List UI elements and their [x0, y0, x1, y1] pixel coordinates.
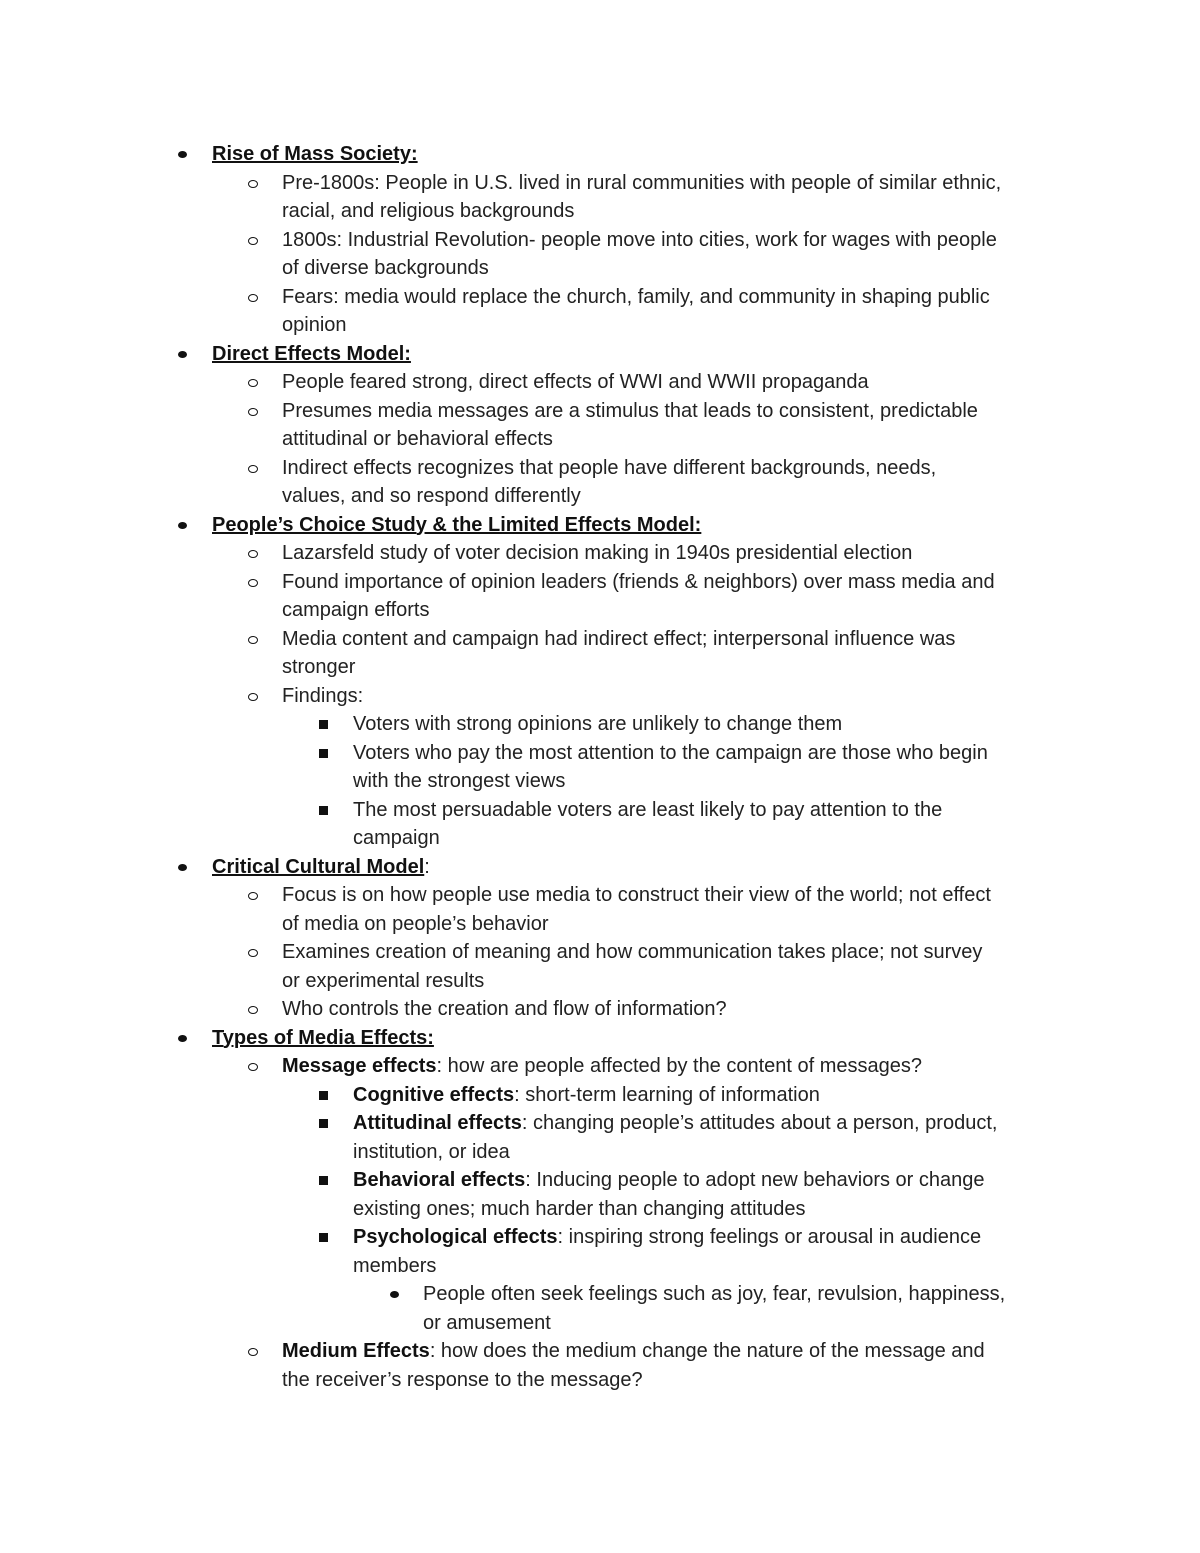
list-item-text: Who controls the creation and flow of information?	[282, 998, 727, 1020]
section-heading-line	[0, 340, 1200, 369]
section-heading: Critical Cultural Model	[212, 855, 425, 878]
hollow-bullet-icon	[248, 636, 258, 644]
hollow-bullet-icon	[248, 579, 258, 587]
square-bullet-icon	[319, 1176, 328, 1185]
list-item-line	[0, 169, 1200, 198]
list-item-text: : how does the medium change the nature of the message and	[429, 1340, 985, 1362]
sub-list-item-continuation	[0, 1252, 1200, 1281]
hollow-bullet-icon	[248, 180, 258, 188]
square-bullet-icon	[319, 1233, 328, 1242]
list-item-text: Lazarsfeld study of voter decision making in 1940s presidential election	[282, 542, 913, 564]
sub-list-item-text: Voters with strong opinions are unlikely to change them	[353, 713, 843, 735]
term-label: Attitudinal effects	[353, 1112, 522, 1134]
list-item-text: of media on people’s behavior	[282, 912, 549, 935]
list-item-text: the receiver’s response to the message?	[282, 1368, 643, 1391]
hollow-bullet-icon	[248, 1006, 258, 1014]
list-item-text: Focus is on how people use media to construct their view of the world; not effect	[282, 884, 991, 906]
sub-list-item-text: : changing people’s attitudes about a person, product,	[521, 1112, 998, 1134]
hollow-bullet-icon	[248, 550, 258, 558]
list-item-continuation	[0, 653, 1200, 682]
sub-list-item-text: existing ones; much harder than changing attitudes	[353, 1197, 806, 1220]
list-item-continuation	[0, 910, 1200, 939]
list-item-line	[0, 1337, 1200, 1366]
list-item-continuation	[0, 254, 1200, 283]
hollow-bullet-icon	[248, 379, 258, 387]
sub-list-item-text: campaign	[353, 827, 440, 849]
section-heading: Direct Effects Model:	[212, 342, 411, 365]
section-heading-line	[0, 511, 1200, 540]
list-item-line	[0, 682, 1200, 711]
sub-list-item-continuation	[0, 767, 1200, 796]
square-bullet-icon	[319, 1119, 328, 1128]
hollow-bullet-icon	[248, 237, 258, 245]
sub-list-item-continuation	[0, 1138, 1200, 1167]
sub-list-item-line	[0, 710, 1200, 739]
list-item-text: Examines creation of meaning and how communication takes place; not survey	[282, 941, 983, 963]
list-item-text: attitudinal or behavioral effects	[282, 428, 553, 450]
hollow-bullet-icon	[248, 693, 258, 701]
filled-bullet-icon	[178, 1035, 187, 1042]
filled-bullet-icon	[390, 1291, 399, 1298]
list-item-line	[0, 938, 1200, 967]
term-label: Psychological effects	[353, 1226, 558, 1248]
list-item-continuation	[0, 967, 1200, 996]
square-bullet-icon	[319, 806, 328, 815]
sub-list-item-line	[0, 1081, 1200, 1110]
list-item-text: values, and so respond differently	[282, 485, 581, 507]
nested-list-item-line	[0, 1280, 1200, 1309]
section-heading: Types of Media Effects:	[212, 1026, 434, 1049]
nested-list-item-continuation	[0, 1309, 1200, 1338]
filled-bullet-icon	[178, 522, 187, 529]
section-heading-line	[0, 853, 1200, 882]
sub-list-item-text: : inspiring strong feelings or arousal in audience	[557, 1226, 982, 1248]
list-item-line	[0, 368, 1200, 397]
sub-list-item-continuation	[0, 824, 1200, 853]
square-bullet-icon	[319, 749, 328, 758]
hollow-bullet-icon	[248, 949, 258, 957]
list-item-text: of diverse backgrounds	[282, 257, 489, 279]
list-item-continuation	[0, 596, 1200, 625]
list-item-continuation	[0, 197, 1200, 226]
list-item-text: People feared strong, direct effects of WWI and WWII propaganda	[282, 371, 869, 393]
list-item-line	[0, 881, 1200, 910]
nested-list-item-text: or amusement	[423, 1311, 551, 1334]
sub-list-item-line	[0, 1223, 1200, 1252]
list-item-text: Presumes media messages are a stimulus that leads to consistent, predictable	[282, 399, 978, 422]
nested-list-item-text: People often seek feelings such as joy, fear, revulsion, happiness,	[423, 1283, 1006, 1305]
section-heading: Rise of Mass Society:	[212, 143, 418, 165]
list-item-line	[0, 226, 1200, 255]
section-heading-line	[0, 140, 1200, 169]
list-item-continuation	[0, 482, 1200, 511]
list-item-text: Found importance of opinion leaders (friends & neighbors) over mass media and	[282, 570, 995, 593]
list-item-text: or experimental results	[282, 969, 485, 992]
list-item-text: Indirect effects recognizes that people have different backgrounds, needs,	[282, 456, 937, 479]
term-label: Cognitive effects	[353, 1083, 515, 1106]
list-item-line	[0, 1052, 1200, 1081]
hollow-bullet-icon	[248, 892, 258, 900]
sub-list-item-text: : Inducing people to adopt new behaviors or change	[525, 1169, 985, 1191]
list-item-text: campaign efforts	[282, 599, 430, 621]
sub-list-item-text: members	[353, 1254, 437, 1277]
filled-bullet-icon	[178, 864, 187, 871]
section-heading-line	[0, 1024, 1200, 1053]
sub-list-item-line	[0, 1166, 1200, 1195]
list-item-line	[0, 454, 1200, 483]
list-item-line	[0, 568, 1200, 597]
sub-list-item-text: with the strongest views	[353, 770, 566, 792]
list-item-text: Findings:	[282, 684, 364, 707]
list-item-line	[0, 539, 1200, 568]
section-heading-suffix: :	[424, 855, 430, 878]
term-label: Behavioral effects	[353, 1169, 526, 1191]
list-item-line	[0, 397, 1200, 426]
list-item-text: 1800s: Industrial Revolution- people move into cities, work for wages with people	[282, 228, 997, 251]
square-bullet-icon	[319, 1091, 328, 1100]
sub-list-item-line	[0, 1109, 1200, 1138]
sub-list-item-line	[0, 796, 1200, 825]
hollow-bullet-icon	[248, 1063, 258, 1071]
hollow-bullet-icon	[248, 465, 258, 473]
sub-list-item-text: : short-term learning of information	[514, 1083, 820, 1106]
sub-list-item-continuation	[0, 1195, 1200, 1224]
document-page	[0, 140, 1200, 1394]
section-heading: People’s Choice Study & the Limited Effects Model:	[212, 513, 702, 536]
sub-list-item-line	[0, 739, 1200, 768]
list-item-line	[0, 625, 1200, 654]
square-bullet-icon	[319, 720, 328, 729]
list-item-text: opinion	[282, 314, 347, 336]
filled-bullet-icon	[178, 151, 187, 158]
list-item-text: : how are people affected by the content of messages?	[436, 1055, 923, 1077]
hollow-bullet-icon	[248, 408, 258, 416]
list-item-line	[0, 283, 1200, 312]
list-item-text: Fears: media would replace the church, family, and community in shaping public	[282, 285, 990, 308]
hollow-bullet-icon	[248, 294, 258, 302]
term-label: Medium Effects	[282, 1340, 430, 1362]
list-item-text: racial, and religious backgrounds	[282, 200, 575, 222]
hollow-bullet-icon	[248, 1348, 258, 1356]
filled-bullet-icon	[178, 351, 187, 358]
list-item-continuation	[0, 1366, 1200, 1395]
list-item-line	[0, 995, 1200, 1024]
sub-list-item-text: institution, or idea	[353, 1140, 510, 1163]
list-item-continuation	[0, 425, 1200, 454]
list-item-text: stronger	[282, 656, 356, 678]
list-item-text: Media content and campaign had indirect effect; interpersonal influence was	[282, 627, 956, 650]
term-label: Message effects	[282, 1055, 437, 1077]
list-item-continuation	[0, 311, 1200, 340]
sub-list-item-text: The most persuadable voters are least likely to pay attention to the	[353, 798, 943, 821]
list-item-text: Pre-1800s: People in U.S. lived in rural communities with people of similar ethnic,	[282, 171, 1002, 194]
sub-list-item-text: Voters who pay the most attention to the campaign are those who begin	[353, 741, 988, 764]
